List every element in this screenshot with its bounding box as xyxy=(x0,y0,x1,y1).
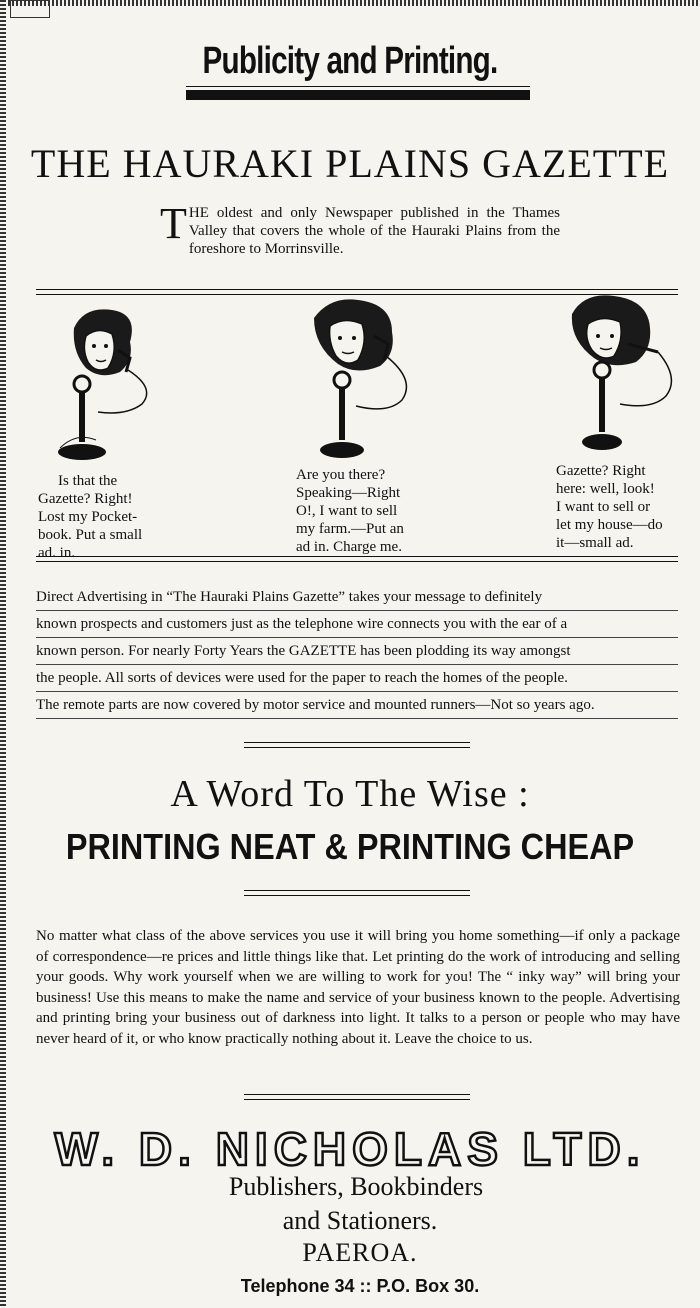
direct-advertising-paragraph xyxy=(36,584,678,719)
caption-line: Gazette? Right xyxy=(556,463,646,479)
caption-line: here: well, look! xyxy=(556,481,655,497)
caption-line: I want to sell or xyxy=(556,499,651,515)
title-rule-thick xyxy=(186,90,530,100)
wise-body: No matter what class of the above services you use it will bring you home something—if only a package of correspondence—re prices and little things like that. Let printing do the work of introducing and selling your goods. Why work yourself when we are willing to work for you! The “ inky way” will bring your business! Use this means to make the name and service of your business known to the people. Advertising and printing bring your business out of darkness into light. It talks to a person or people who may have never heard of it, or who know practically nothing about it. Leave the choice to us. xyxy=(36,928,680,1047)
paragraph-line: known prospects and customers just as the telephone wire connects you with the ear of a xyxy=(36,611,678,638)
short-divider xyxy=(244,742,470,748)
caption-line: Speaking—Right xyxy=(296,485,401,501)
corner-box xyxy=(10,0,50,18)
paragraph-line: known person. For nearly Forty Years the GAZETTE has been plodding its way amongst xyxy=(36,638,678,665)
caption-line: book. Put a small xyxy=(38,527,143,543)
company-line-1: Publishers, Bookbinders xyxy=(228,1172,484,1201)
company-line-2: and Stationers. xyxy=(282,1206,438,1235)
caption-line: ad. in. xyxy=(38,545,76,561)
short-divider xyxy=(244,890,470,896)
telephone-woman-icon xyxy=(46,300,166,465)
short-divider xyxy=(244,1094,470,1100)
gazette-intro xyxy=(160,199,560,258)
caption-line: let my house—do xyxy=(556,517,663,533)
page-title: Publicity and Printing. xyxy=(202,40,498,82)
caption-line: my farm.—Put an xyxy=(296,521,404,537)
section-divider xyxy=(36,556,678,562)
caption-line: it—small ad. xyxy=(556,535,634,551)
paragraph-line: The remote parts are now covered by motor service and mounted runners—Not so years ago. xyxy=(36,692,678,719)
caption-line: Is that the xyxy=(58,473,118,489)
caption-line: Lost my Pocket- xyxy=(38,509,138,525)
title-rule-thin xyxy=(186,86,530,87)
caption-line: Gazette? Right! xyxy=(38,491,133,507)
gazette-name: THE HAURAKI PLAINS GAZETTE xyxy=(30,141,670,186)
caption-line: Are you there? xyxy=(296,467,386,483)
caption-line: O!, I want to sell xyxy=(296,503,398,519)
printing-subheading: PRINTING NEAT & PRINTING CHEAP xyxy=(65,826,635,867)
paragraph-line: Direct Advertising in “The Hauraki Plains Gazette” takes your message to definitely xyxy=(36,584,678,611)
company-contact: Telephone 34 :: P.O. Box 30. xyxy=(240,1276,480,1296)
telephone-woman-icon xyxy=(562,292,682,457)
wise-heading: A Word To The Wise : xyxy=(170,773,530,815)
figure-1-caption xyxy=(38,472,168,562)
intro-dropcap: T xyxy=(160,199,187,248)
intro-text: HE oldest and only Newspaper published in the Thames Valley that covers the whole of the Hauraki Plains from the foreshore to Morrinsville. xyxy=(188,205,560,257)
paragraph-line: the people. All sorts of devices were used for the paper to reach the homes of the people. xyxy=(36,665,678,692)
telephone-woman-icon xyxy=(300,296,420,461)
page-border-top xyxy=(8,0,700,6)
company-name: W. D. NICHOLAS LTD. xyxy=(54,1123,646,1175)
caption-line: ad in. Charge me. xyxy=(296,539,402,555)
page-border-left xyxy=(0,0,6,1308)
figure-2-caption xyxy=(296,466,426,556)
figure-3-caption xyxy=(556,462,680,552)
company-location: PAEROA. xyxy=(302,1238,418,1267)
